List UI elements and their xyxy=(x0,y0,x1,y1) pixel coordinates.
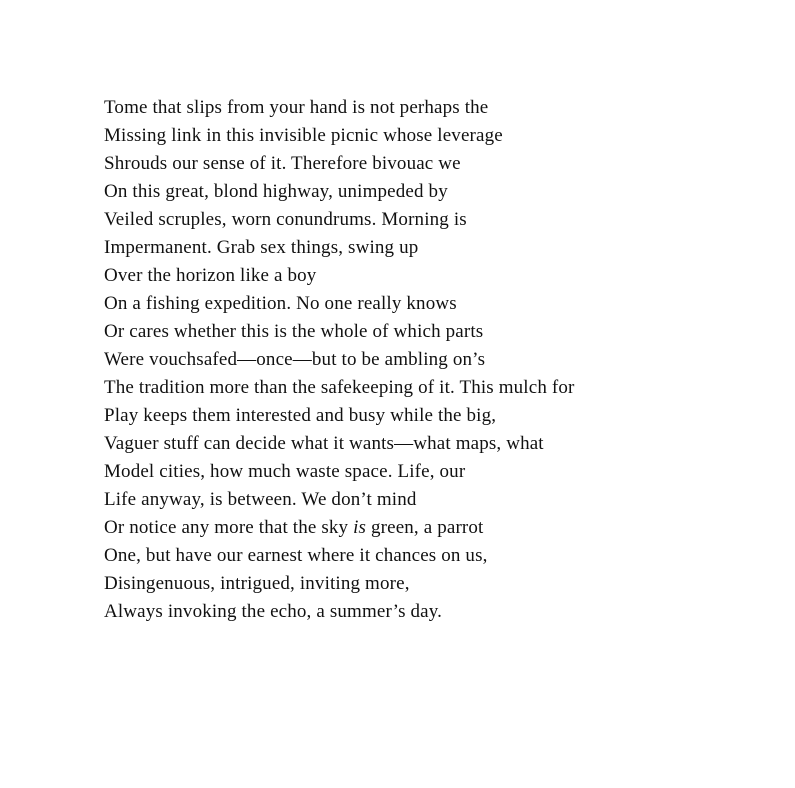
poem-line: One, but have our earnest where it chances on us, xyxy=(104,545,488,566)
poem-line: Were vouchsafed—once—but to be ambling on’s xyxy=(104,349,486,370)
poem-line: Life anyway, is between. We don’t mind xyxy=(104,489,417,510)
poem-line: Veiled scruples, worn conundrums. Morning is xyxy=(104,209,467,230)
poem-line-part: Or notice any more that the sky xyxy=(104,517,354,538)
poem-line: On this great, blond highway, unimpeded by xyxy=(104,181,448,202)
poem-line xyxy=(104,514,574,542)
poem-line: Vaguer stuff can decide what it wants—what maps, what xyxy=(104,433,544,454)
poem-line: Play keeps them interested and busy while the big, xyxy=(104,405,497,426)
poem-line-part: green, a parrot xyxy=(366,517,484,538)
poem-line: Missing link in this invisible picnic whose leverage xyxy=(104,125,503,146)
poem-line: Model cities, how much waste space. Life, our xyxy=(104,461,466,482)
poem-line: Disingenuous, intrigued, inviting more, xyxy=(104,573,410,594)
poem-text xyxy=(104,94,574,626)
poem-line: Or cares whether this is the whole of which parts xyxy=(104,321,484,342)
poem-line: The tradition more than the safekeeping of it. This mulch for xyxy=(104,377,575,398)
poem-line: On a fishing expedition. No one really knows xyxy=(104,293,457,314)
poem-line: Always invoking the echo, a summer’s day. xyxy=(104,601,443,622)
poem-line: Over the horizon like a boy xyxy=(104,265,317,286)
poem-line: Shrouds our sense of it. Therefore bivouac we xyxy=(104,153,461,174)
poem-line: Tome that slips from your hand is not perhaps the xyxy=(104,97,489,118)
poem-line: Impermanent. Grab sex things, swing up xyxy=(104,237,419,258)
poem-line-italic: is xyxy=(353,517,367,538)
